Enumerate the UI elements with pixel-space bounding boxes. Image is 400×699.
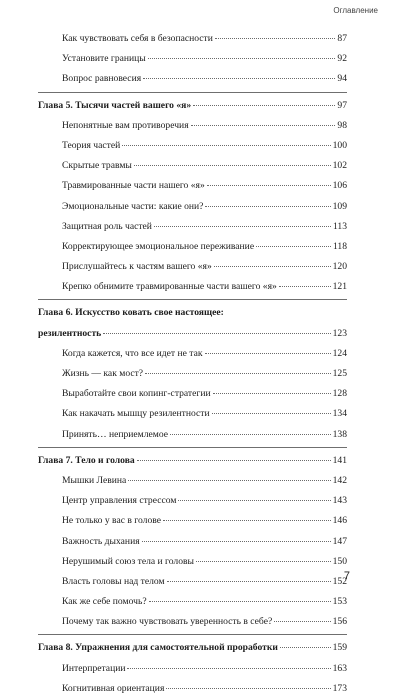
toc-entry-title: Когда кажется, что все идет не так [62,347,203,359]
toc-entry-title: Эмоциональные части: какие они? [62,200,204,212]
toc-entry-title: Как накачать мышцу резилентности [62,408,210,420]
toc-entry-page: 173 [332,682,347,694]
toc-entry-title: Центр управления стрессом [62,495,177,507]
toc-entry[interactable] [38,532,347,552]
toc-entry-title: Принять… неприемлемое [62,428,169,440]
toc-entry[interactable] [38,136,347,156]
dot-leader [149,601,331,602]
toc-entry-title: Вопрос равновесия [62,73,142,85]
toc-entry[interactable] [38,511,347,531]
toc-entry-title: Нерушимый союз тела и головы [62,555,194,567]
dot-leader [145,373,331,374]
toc-chapter-heading[interactable] [38,96,347,116]
toc-entry[interactable] [38,404,347,424]
toc-entry-title: Мышки Левина [62,474,127,486]
toc-entry-page: 153 [332,596,347,608]
toc-entry-title: Почему так важно чувствовать уверенность в себе? [62,616,273,628]
dot-leader [215,38,336,39]
dot-leader [205,353,331,354]
toc-entry[interactable] [38,69,347,89]
dot-leader [166,688,330,689]
dot-leader [280,647,331,648]
toc-entry[interactable] [38,176,347,196]
toc-entry-page: 147 [332,535,347,547]
dot-leader [148,58,336,59]
dot-leader [128,480,330,481]
toc-entry[interactable] [38,344,347,364]
dot-leader [137,460,331,461]
toc-entry-page: 121 [332,281,347,293]
chapter-divider [38,92,347,93]
toc-entry-title: Теория частей [62,139,121,151]
toc-entry-page: 128 [332,388,347,400]
toc-entry-page: 134 [332,408,347,420]
toc-entry-title: Интерпретации [62,662,126,674]
toc-entry-title: Как чувствовать себя в безопасности [62,33,213,44]
toc-entry-title: Жизнь — как мост? [62,368,144,379]
dot-leader [193,105,335,106]
running-head: Оглавление [333,6,378,15]
toc-entry-title: Когнитивная ориентация [62,682,165,694]
toc-entry-page: 87 [337,33,347,44]
toc-entry-page: 94 [337,73,347,85]
toc-entry[interactable] [38,491,347,511]
toc-entry-title: Защитная роль частей [62,220,152,232]
dot-leader [178,500,330,501]
toc-entry-title: Глава 7. Тело и голова [38,454,135,466]
toc-entry-page: 97 [337,99,347,111]
page-number: 7 [343,570,350,582]
toc-entry[interactable] [38,49,347,69]
dot-leader [103,333,330,334]
dot-leader [170,434,331,435]
toc-entry-title: Установите границы [62,53,146,65]
toc-entry-page: 141 [332,454,347,466]
dot-leader [213,393,331,394]
toc-entry-title: Глава 6. Искусство ковать свое настоящее: [38,307,224,319]
toc-entry[interactable] [38,679,347,699]
dot-leader [212,413,331,414]
toc-entry[interactable] [38,116,347,136]
dot-leader [274,621,330,622]
toc-entry[interactable] [38,237,347,257]
toc-entry-page: 142 [332,474,347,486]
toc-entry[interactable] [38,217,347,237]
dot-leader [205,206,330,207]
toc-entry-page: 152 [332,575,347,587]
toc-entry[interactable] [38,612,347,632]
dot-leader [256,246,331,247]
toc-entry-title: Власть головы над телом [62,575,165,587]
toc-entry-title: Крепко обнимите травмированные части вашего «я» [62,281,277,293]
toc-entry-title: Как же себе помочь? [62,596,147,608]
toc-entry-page: 150 [332,555,347,567]
dot-leader [196,561,331,562]
toc-entry-title: Выработайте свои копинг-стратегии [62,388,211,400]
dot-leader [279,286,331,287]
toc-entry-title: Скрытые травмы [62,160,132,172]
chapter-divider [38,634,347,635]
toc-entry-title: Не только у вас в голове [62,515,161,527]
dot-leader [207,185,331,186]
dot-leader [142,541,331,542]
toc-entry-page: 123 [332,327,347,339]
toc-entry-title: Глава 8. Упражнения для самостоятельной проработки [38,642,278,654]
toc-entry-page: 125 [332,368,347,379]
dot-leader [191,125,336,126]
toc-entry-page: 146 [332,515,347,527]
toc-entry-title: Важность дыхания [62,535,140,547]
toc-chapter-heading[interactable] [38,303,347,323]
toc-entry-page: 92 [337,53,347,65]
dot-leader [163,520,331,521]
toc-entry[interactable] [38,425,347,445]
toc-entry-title: Непонятные вам противоречия [62,119,189,131]
toc-entry-page: 159 [332,642,347,654]
toc-entry-title: Глава 5. Тысячи частей вашего «я» [38,99,192,111]
toc-entry-title: резилентность [38,327,102,339]
toc-entry-title: Травмированные части нашего «я» [62,180,205,192]
toc-chapter-heading[interactable] [38,451,347,471]
toc-entry[interactable] [38,364,347,384]
toc-entry-title: Прислушайтесь к частям вашего «я» [62,261,212,273]
toc-entry-page: 118 [332,240,347,252]
dot-leader [122,145,330,146]
toc-entry-title: Корректирующее эмоциональное переживание [62,240,255,252]
toc-entry-page: 138 [332,428,347,440]
toc-entry-page: 120 [332,261,347,273]
toc-entry-page: 124 [332,347,347,359]
toc-entry[interactable] [38,384,347,404]
dot-leader [134,165,331,166]
dot-leader [167,581,331,582]
toc-entry[interactable] [38,29,347,49]
toc-entry[interactable] [38,197,347,217]
toc-entry-page: 163 [332,662,347,674]
toc-entry[interactable] [38,592,347,612]
toc-entry[interactable] [38,471,347,491]
toc-entry[interactable] [38,552,347,572]
toc-entry-page: 106 [332,180,347,192]
toc-entry-page: 156 [332,616,347,628]
toc-entry[interactable] [38,572,347,592]
toc-entry[interactable] [38,277,347,297]
chapter-divider [38,299,347,300]
toc-chapter-heading[interactable] [38,324,347,344]
chapter-divider [38,447,347,448]
dot-leader [127,668,330,669]
toc-entry[interactable] [38,659,347,679]
dot-leader [143,78,335,79]
dot-leader [214,266,331,267]
toc-entry[interactable] [38,257,347,277]
toc-entry-page: 143 [332,495,347,507]
toc-entry[interactable] [38,156,347,176]
toc-entry-page: 113 [332,220,347,232]
table-of-contents [38,29,347,699]
toc-entry-page: 109 [332,200,347,212]
toc-entry-page: 102 [332,160,347,172]
toc-entry-page: 100 [332,139,347,151]
toc-entry-page: 98 [337,119,347,131]
toc-chapter-heading[interactable] [38,638,347,658]
dot-leader [154,226,331,227]
